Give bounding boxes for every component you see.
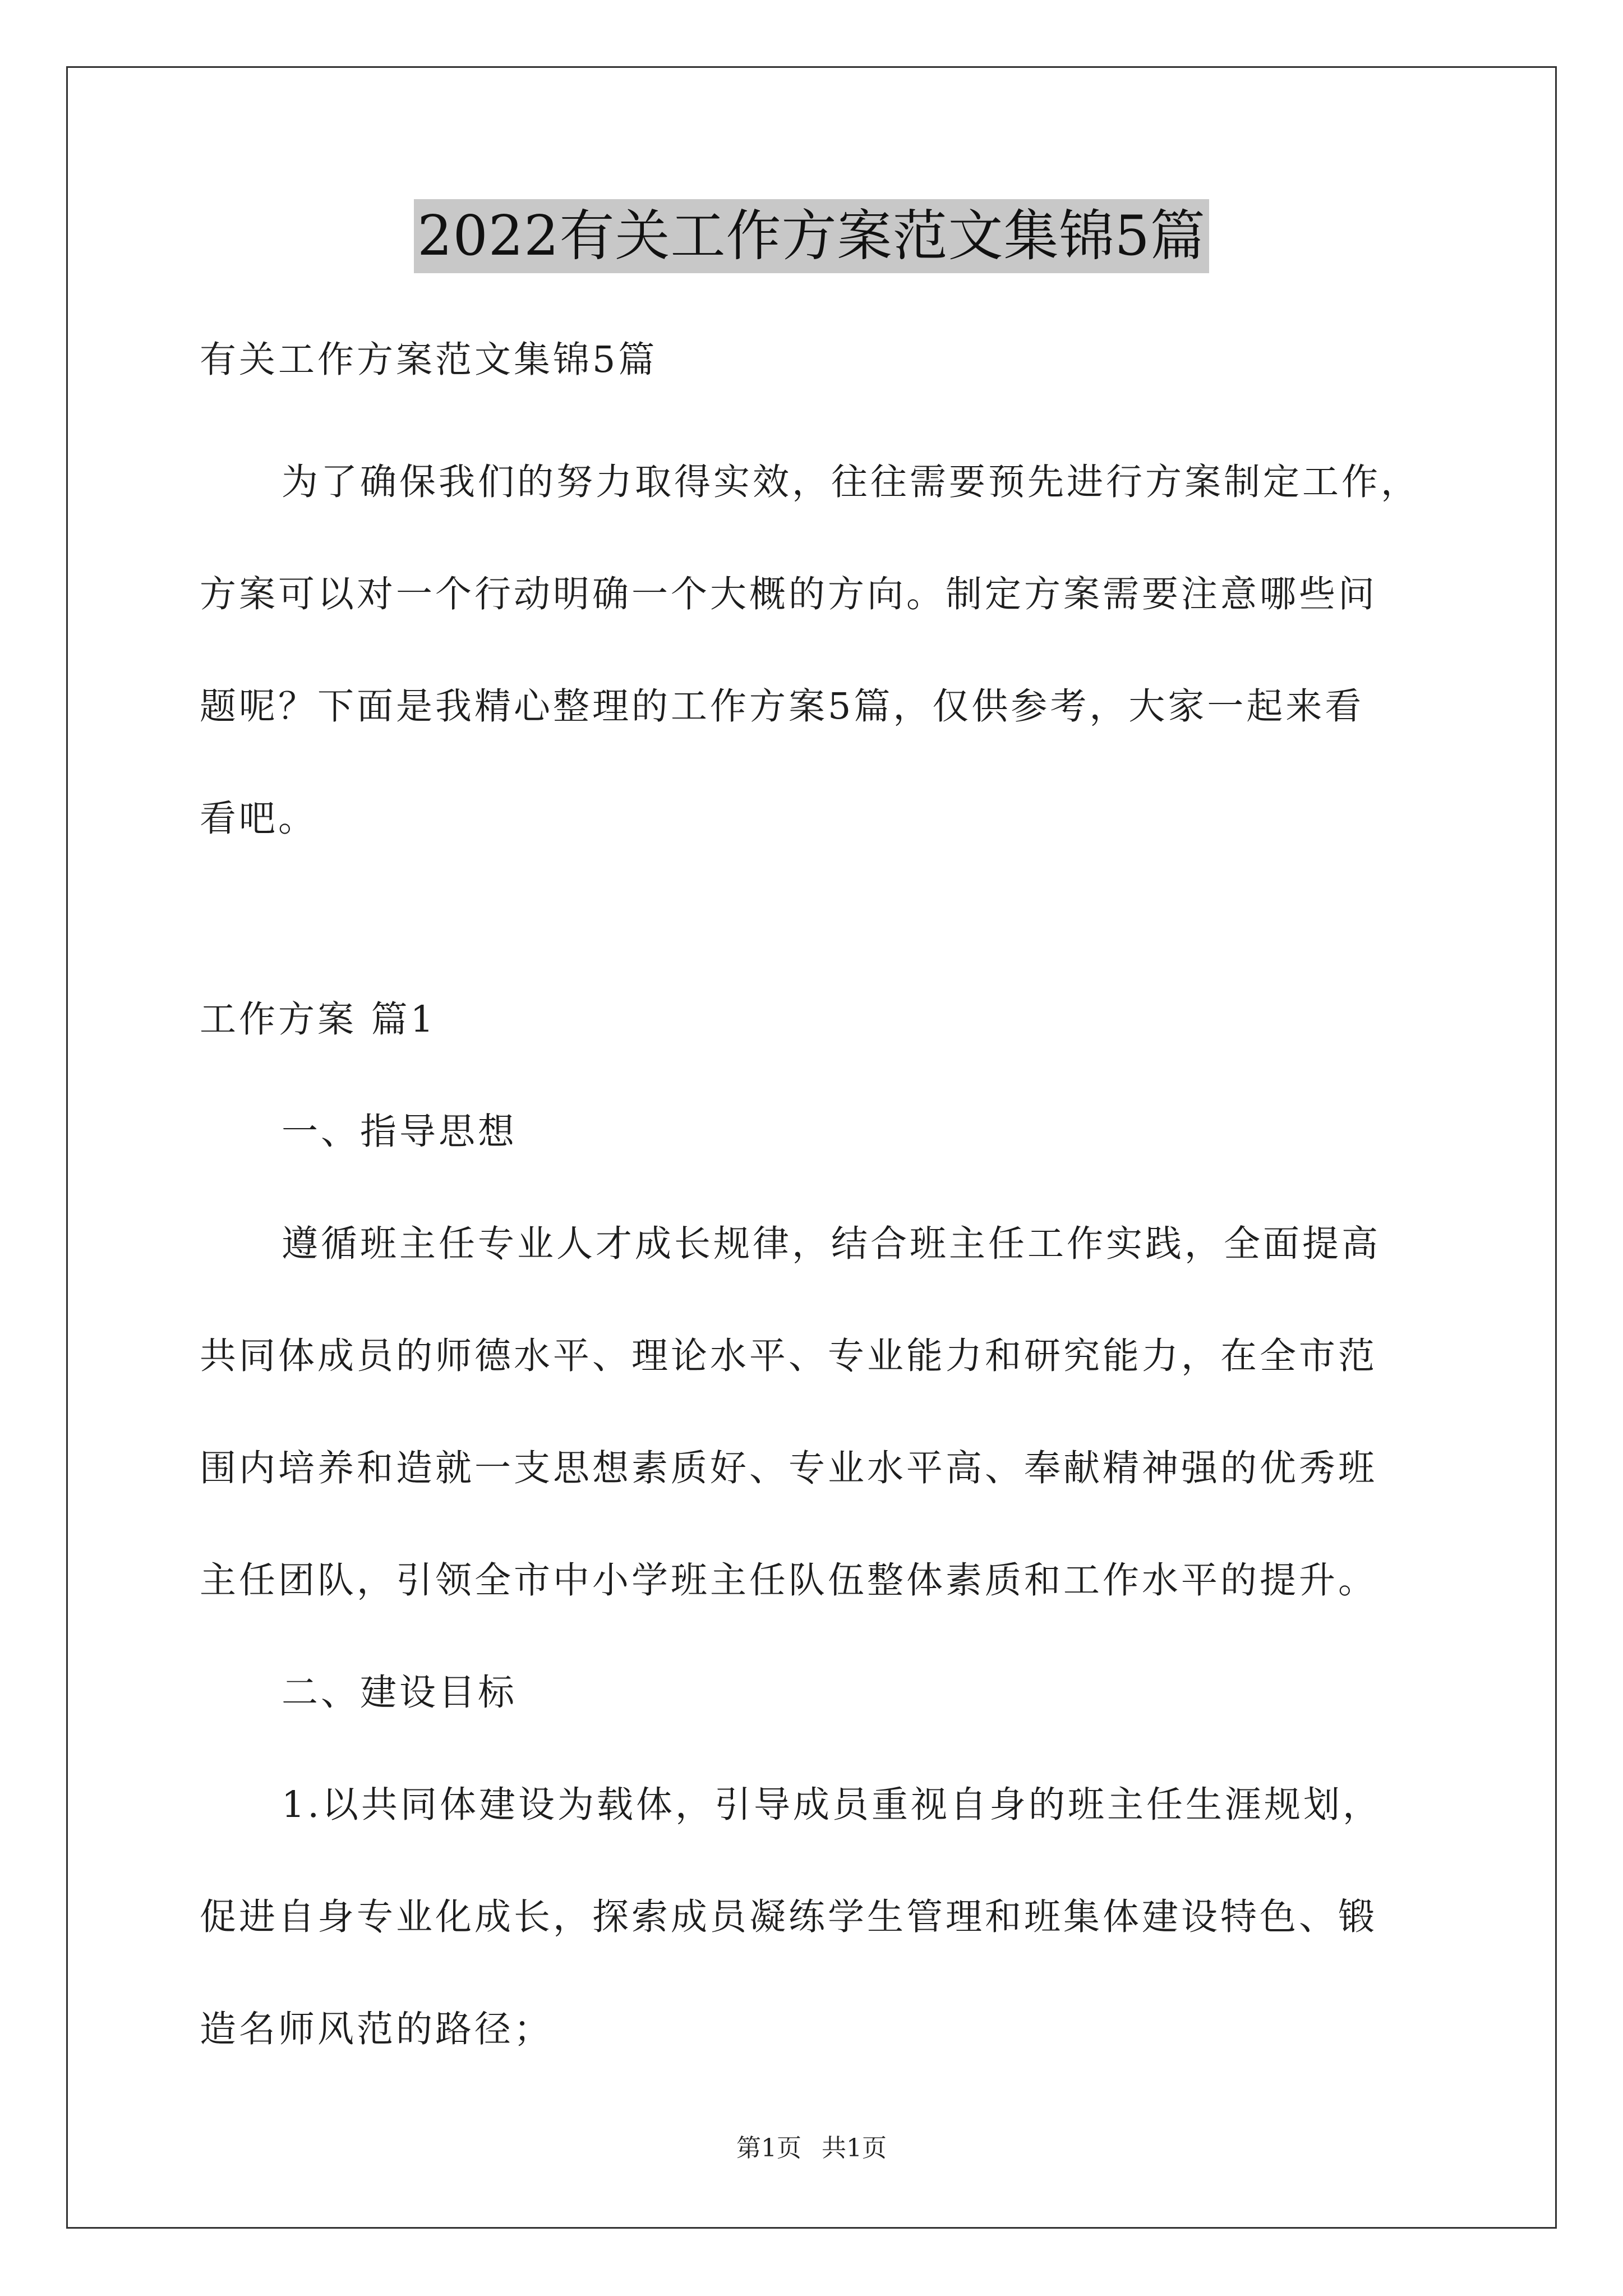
paragraph-line: 共同体成员的师德水平、理论水平、专业能力和研究能力，在全市范 (200, 1335, 1378, 1377)
paragraph-line: 看吧。 (200, 798, 318, 840)
subsection-heading: 一、指导思想 (282, 1111, 518, 1153)
page-number-current: 第1页 (736, 2134, 801, 2162)
paragraph-line: 遵循班主任专业人才成长规律，结合班主任工作实践，全面提高 (282, 1223, 1381, 1265)
page-number-total: 共1页 (822, 2134, 887, 2162)
paragraph-line: 促进自身专业化成长，探索成员凝练学生管理和班集体建设特色、锻 (200, 1896, 1378, 1938)
paragraph-line: 主任团队，引领全市中小学班主任队伍整体素质和工作水平的提升。 (200, 1559, 1378, 1602)
paragraph-line: 为了确保我们的努力取得实效，往往需要预先进行方案制定工作， (282, 461, 1421, 503)
page-footer (0, 2132, 1623, 2165)
document-title: 2022有关工作方案范文集锦5篇 (414, 199, 1209, 273)
title-container (0, 199, 1623, 273)
subtitle-line: 有关工作方案范文集锦5篇 (200, 339, 658, 381)
paragraph-line: 题呢？下面是我精心整理的工作方案5篇，仅供参考，大家一起来看 (200, 685, 1364, 728)
section-heading: 工作方案 篇1 (200, 999, 437, 1041)
paragraph-line: 方案可以对一个行动明确一个大概的方向。制定方案需要注意哪些问 (200, 573, 1378, 615)
paragraph-line: 造名师风范的路径； (200, 2008, 554, 2050)
subsection-heading: 二、建设目标 (282, 1672, 518, 1714)
paragraph-line: 1.以共同体建设为载体，引导成员重视自身的班主任生涯规划， (282, 1784, 1382, 1826)
paragraph-line: 围内培养和造就一支思想素质好、专业水平高、奉献精神强的优秀班 (200, 1447, 1378, 1489)
